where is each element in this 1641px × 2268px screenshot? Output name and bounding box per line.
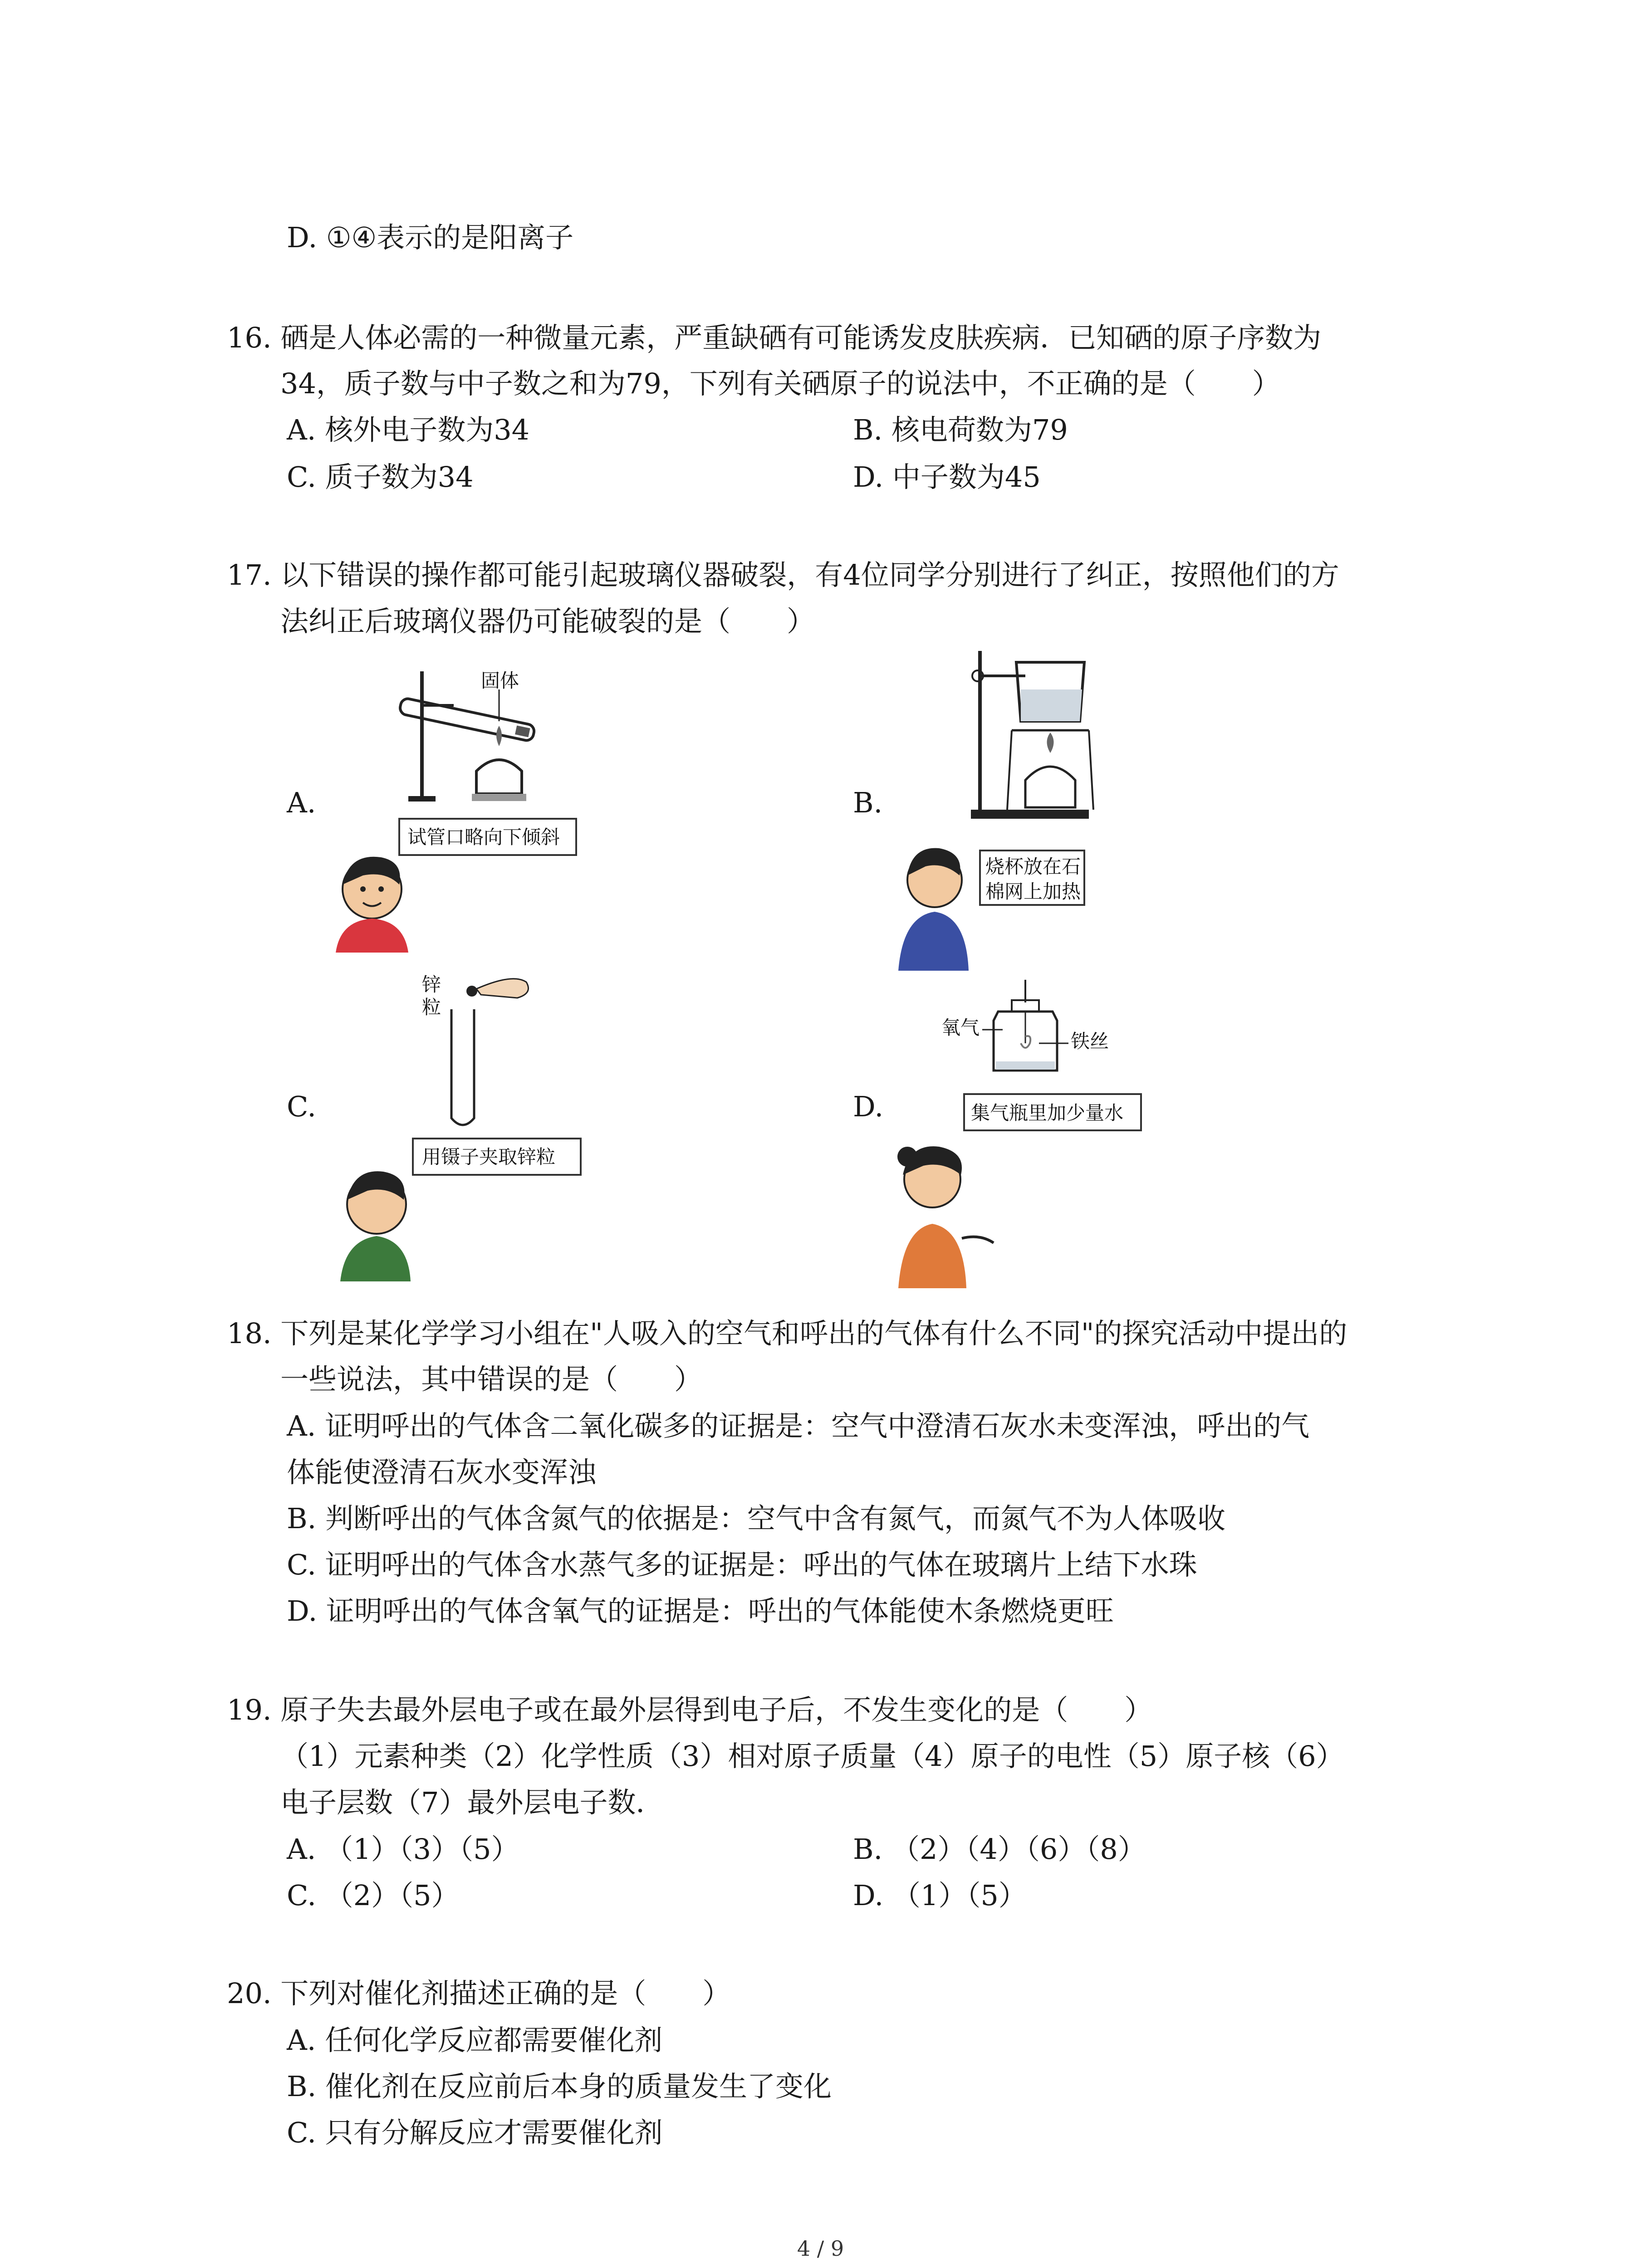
q17-stem-line1: 17. 以下错误的操作都可能引起玻璃仪器破裂，有4位同学分别进行了纠正，按照他们的方	[227, 558, 1339, 591]
q15-option-d: D. ①④表示的是阳离子	[287, 221, 574, 254]
figure-d-tag-wire: 铁丝	[1071, 1030, 1109, 1052]
q17-figure-c-label: C.	[287, 1090, 316, 1123]
figure-c-tag-line2: 粒	[422, 996, 441, 1018]
q20-option-a: A. 任何化学反应都需要催化剂	[287, 2024, 663, 2057]
figure-d-bubble-text: 集气瓶里加少量水	[971, 1102, 1124, 1124]
q16-stem-line1: 16. 硒是人体必需的一种微量元素，严重缺硒有可能诱发皮肤疾病．已知硒的原子序数为	[227, 321, 1322, 354]
q16-option-a: A. 核外电子数为34	[287, 413, 530, 446]
q17-figure-a-label: A.	[287, 786, 316, 819]
q18-option-a-line2: 体能使澄清石灰水变浑浊	[287, 1456, 597, 1489]
q19-stem-line2: （1）元素种类（2）化学性质（3）相对原子质量（4）原子的电性（5）原子核（6）	[280, 1740, 1344, 1773]
q19-option-b: B. （2）（4）（6）（8）	[853, 1833, 1146, 1866]
q20-stem: 20. 下列对催化剂描述正确的是（ ）	[227, 1977, 731, 2010]
q18-option-d: D. 证明呼出的气体含氧气的证据是：呼出的气体能使木条燃烧更旺	[287, 1594, 1114, 1628]
q18-option-c: C. 证明呼出的气体含水蒸气多的证据是：呼出的气体在玻璃片上结下水珠	[287, 1548, 1197, 1581]
q19-stem-line3: 电子层数（7）最外层电子数．	[280, 1786, 664, 1819]
q20-option-b: B. 催化剂在反应前后本身的质量发生了变化	[287, 2070, 832, 2103]
q18-option-b: B. 判断呼出的气体含氮气的依据是：空气中含有氮气，而氮气不为人体吸收	[287, 1502, 1225, 1535]
figure-a-tag: 固体	[481, 670, 519, 692]
q16-option-c: C. 质子数为34	[287, 460, 474, 494]
figure-c-zinc-granule	[331, 968, 622, 1281]
q19-option-d: D. （1）（5）	[853, 1879, 1027, 1912]
q16-option-b: B. 核电荷数为79	[853, 413, 1068, 446]
q19-option-a: A. （1）（3）（5）	[287, 1833, 519, 1866]
figure-c-tag-line1: 锌	[422, 973, 441, 996]
q16-option-d: D. 中子数为45	[853, 460, 1041, 494]
figure-a-heating-solid	[331, 662, 622, 953]
q17-figure-d-label: D.	[853, 1090, 884, 1123]
figure-b-bubble-line2: 棉网上加热	[985, 880, 1081, 903]
q19-stem-line1: 19. 原子失去最外层电子或在最外层得到电子后，不发生变化的是（ ）	[227, 1693, 1153, 1726]
figure-d-iron-in-oxygen	[889, 975, 1180, 1288]
q17-stem-line2: 法纠正后玻璃仪器仍可能破裂的是（ ）	[280, 605, 815, 638]
figure-c-bubble-text: 用镊子夹取锌粒	[422, 1146, 556, 1168]
q18-option-a-line1: A. 证明呼出的气体含二氧化碳多的证据是：空气中澄清石灰水未变浑浊，呼出的气	[287, 1409, 1310, 1442]
q20-option-c: C. 只有分解反应才需要催化剂	[287, 2116, 663, 2149]
q18-stem-line1: 18. 下列是某化学学习小组在"人吸入的空气和呼出的气体有什么不同"的探究活动中提出的	[227, 1317, 1347, 1350]
q17-figure-b-label: B.	[853, 786, 883, 819]
q19-option-c: C. （2）（5）	[287, 1879, 460, 1912]
figure-b-bubble-line1: 烧杯放在石	[985, 855, 1081, 878]
figure-d-tag-oxygen: 氧气	[941, 1017, 980, 1039]
figure-a-bubble-text: 试管口略向下倾斜	[407, 826, 560, 848]
q18-stem-line2: 一些说法，其中错误的是（ ）	[280, 1363, 703, 1396]
q16-stem-line2: 34，质子数与中子数之和为79，下列有关硒原子的说法中，不正确的是（ ）	[280, 367, 1280, 400]
page-number: 4 / 9	[797, 2236, 844, 2261]
figure-b-beaker-heating	[889, 644, 1180, 971]
